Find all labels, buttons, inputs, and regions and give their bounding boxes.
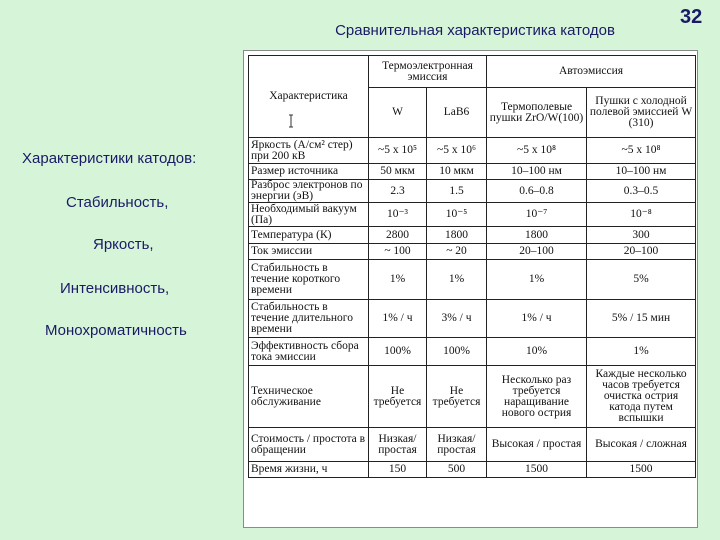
row-label: Эффективность сбора тока эмиссии bbox=[249, 338, 369, 366]
table-cell: 150 bbox=[369, 462, 427, 478]
comparison-table-image bbox=[243, 50, 698, 528]
table-cell: 500 bbox=[427, 462, 487, 478]
table-cell: 1% bbox=[369, 260, 427, 300]
header-characteristic: Характеристика bbox=[249, 56, 369, 138]
table-cell: 1% bbox=[587, 338, 696, 366]
table-cell: ~5 x 10⁸ bbox=[487, 138, 587, 164]
table-cell: Низкая/ простая bbox=[369, 428, 427, 462]
table-row bbox=[249, 244, 696, 260]
table-row bbox=[249, 138, 696, 164]
table-cell: ~ 20 bbox=[427, 244, 487, 260]
header-auto-group: Автоэмиссия bbox=[487, 56, 696, 88]
page-number: 32 bbox=[680, 6, 703, 28]
table-cell: 10–100 нм bbox=[587, 164, 696, 180]
row-label: Размер источника bbox=[249, 164, 369, 180]
table-cell: Не требуется bbox=[369, 366, 427, 428]
table-cell: 5% / 15 мин bbox=[587, 300, 696, 338]
table-cell: 1500 bbox=[587, 462, 696, 478]
table-cell: 10⁻⁸ bbox=[587, 203, 696, 227]
table-cell: 1800 bbox=[487, 227, 587, 244]
table-cell: ~5 x 10⁸ bbox=[587, 138, 696, 164]
row-label: Техническое обслуживание bbox=[249, 366, 369, 428]
table-cell: 1% bbox=[487, 260, 587, 300]
table-row bbox=[249, 260, 696, 300]
table-row bbox=[249, 164, 696, 180]
table-cell: 100% bbox=[427, 338, 487, 366]
table-row bbox=[249, 203, 696, 227]
table-row bbox=[249, 227, 696, 244]
bullet-item: Яркость, bbox=[93, 236, 154, 253]
table-cell: Несколько раз требуется наращивание нового острия bbox=[487, 366, 587, 428]
bullet-item: Интенсивность, bbox=[60, 280, 170, 297]
header-col-w: W bbox=[369, 88, 427, 138]
row-label: Стабильность в течение длительного времени bbox=[249, 300, 369, 338]
header-thermo-group: Термоэлектронная эмиссия bbox=[369, 56, 487, 88]
table-cell: 300 bbox=[587, 227, 696, 244]
table-cell: 3% / ч bbox=[427, 300, 487, 338]
table-cell: Низкая/ простая bbox=[427, 428, 487, 462]
table-cell: 10⁻⁵ bbox=[427, 203, 487, 227]
table-cell: 5% bbox=[587, 260, 696, 300]
table-cell: 20–100 bbox=[487, 244, 587, 260]
row-label: Необходимый вакуум (Па) bbox=[249, 203, 369, 227]
table-cell: 0.3–0.5 bbox=[587, 180, 696, 203]
cathode-comparison-table bbox=[248, 55, 696, 478]
bullet-heading: Характеристики катодов: bbox=[22, 150, 197, 167]
row-label: Температура (К) bbox=[249, 227, 369, 244]
table-cell: Высокая / простая bbox=[487, 428, 587, 462]
table-row bbox=[249, 366, 696, 428]
table-cell: ~5 x 10⁵ bbox=[369, 138, 427, 164]
header-col-cold-fe: Пушки с холодной полевой эмиссией W (310) bbox=[587, 88, 696, 138]
table-cell: 10 мкм bbox=[427, 164, 487, 180]
table-cell: 20–100 bbox=[587, 244, 696, 260]
table-cell: ~ 100 bbox=[369, 244, 427, 260]
table-cell: 2800 bbox=[369, 227, 427, 244]
table-cell: 50 мкм bbox=[369, 164, 427, 180]
table-cell: 1.5 bbox=[427, 180, 487, 203]
table-cell: 2.3 bbox=[369, 180, 427, 203]
header-col-zro-w: Термополевые пушки ZrO/W(100) bbox=[487, 88, 587, 138]
row-label: Ток эмиссии bbox=[249, 244, 369, 260]
table-cell: 1500 bbox=[487, 462, 587, 478]
table-header-row bbox=[249, 56, 696, 88]
table-cell: 10⁻⁷ bbox=[487, 203, 587, 227]
header-col-lab6: LaB6 bbox=[427, 88, 487, 138]
text-cursor-icon bbox=[288, 114, 294, 128]
row-label: Разброс электронов по энергии (эВ) bbox=[249, 180, 369, 203]
table-cell: 100% bbox=[369, 338, 427, 366]
table-cell: 0.6–0.8 bbox=[487, 180, 587, 203]
table-cell: 1% / ч bbox=[369, 300, 427, 338]
bullet-item: Монохроматичность bbox=[45, 322, 187, 339]
row-label: Яркость (А/см² стер) при 200 кВ bbox=[249, 138, 369, 164]
table-row bbox=[249, 462, 696, 478]
slide-title: Сравнительная характеристика катодов bbox=[335, 22, 615, 39]
row-label: Время жизни, ч bbox=[249, 462, 369, 478]
table-cell: 10% bbox=[487, 338, 587, 366]
table-cell: Не требуется bbox=[427, 366, 487, 428]
table-row bbox=[249, 300, 696, 338]
row-label: Стабильность в течение короткого времени bbox=[249, 260, 369, 300]
table-cell: 10–100 нм bbox=[487, 164, 587, 180]
bullet-item: Стабильность, bbox=[66, 194, 169, 211]
table-cell: 1% / ч bbox=[487, 300, 587, 338]
table-cell: Каждые несколько часов требуется очистка острия катода путем вспышки bbox=[587, 366, 696, 428]
table-cell: Высокая / сложная bbox=[587, 428, 696, 462]
table-cell: 1800 bbox=[427, 227, 487, 244]
table-cell: 1% bbox=[427, 260, 487, 300]
table-row bbox=[249, 180, 696, 203]
table-row bbox=[249, 428, 696, 462]
table-cell: ~5 x 10⁶ bbox=[427, 138, 487, 164]
row-label: Стоимость / простота в обращении bbox=[249, 428, 369, 462]
table-cell: 10⁻³ bbox=[369, 203, 427, 227]
table-row bbox=[249, 338, 696, 366]
